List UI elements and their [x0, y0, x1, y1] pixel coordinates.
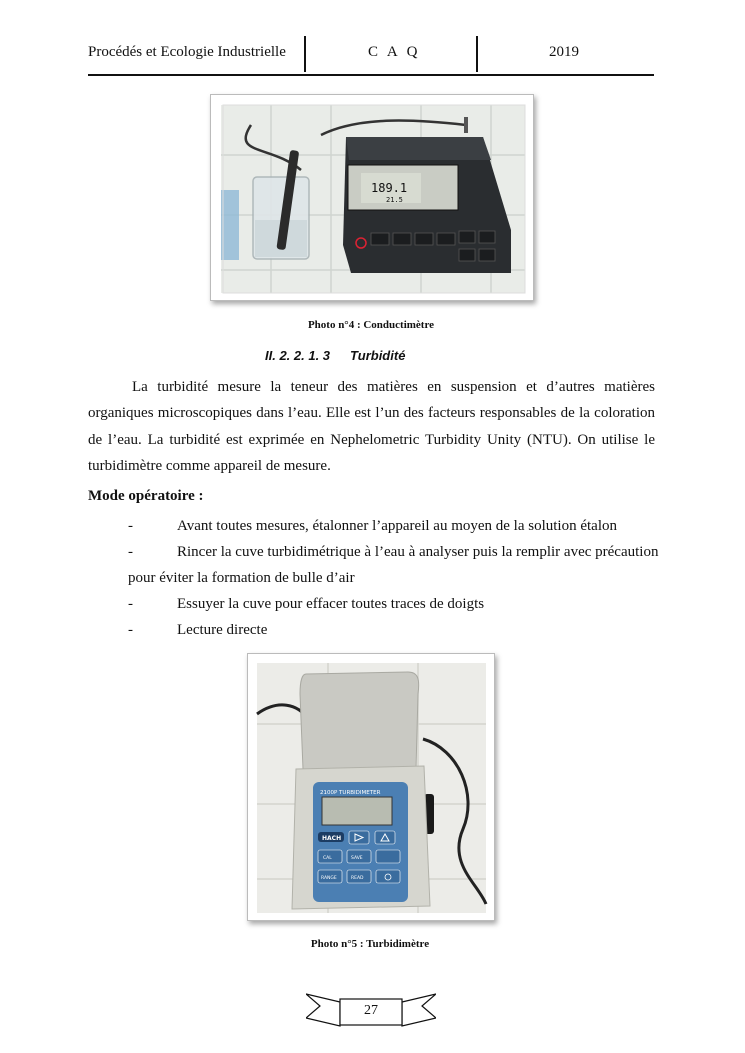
list-item-continuation: pour éviter la formation de bulle d’air [128, 570, 355, 586]
device-label: 2100P TURBIDIMETER [320, 790, 381, 796]
photo-conductimeter [210, 94, 534, 301]
page-number: 27 [364, 1003, 378, 1018]
page-header [88, 36, 654, 76]
header-left: Procédés et Ecologie Industrielle [88, 44, 286, 60]
subsection-number: II. 2. 2. 1. 3 [265, 348, 331, 363]
header-divider [304, 36, 306, 72]
paragraph-text: La turbidité mesure la teneur des matières en suspension et d’autres matières organiques microscopiques dans l’eau. Elle est l’un des facteurs responsables de la coloration de l’eau. La turbidité est exprimée en Nephelometric Turbidity Unity (NTU). On utilise le turbidimètre comme appareil de mesure. [88, 379, 655, 474]
conductimeter-image [211, 95, 533, 300]
photo5-caption: Photo n°5 : Turbidimètre [310, 938, 430, 950]
key-save: SAVE [351, 856, 363, 861]
key-cal: CAL [323, 856, 332, 861]
header-center: C A Q [368, 44, 421, 60]
body-paragraph [88, 374, 655, 479]
key-range: RANGE [321, 876, 337, 881]
brand-label: HACH [322, 835, 342, 842]
key-read: READ [351, 876, 364, 881]
subsection-title: Turbidité [350, 348, 406, 363]
mode-heading: Mode opératoire : [88, 488, 204, 504]
turbidimeter-image [248, 654, 494, 920]
header-right: 2019 [549, 44, 579, 60]
header-divider [476, 36, 478, 72]
photo-turbidimeter [247, 653, 495, 921]
photo4-caption: Photo n°4 : Conductimètre [307, 319, 435, 331]
display-sub: 21.5 [386, 196, 403, 204]
subsection-heading [265, 348, 405, 363]
display-reading: 189.1 [371, 181, 408, 195]
